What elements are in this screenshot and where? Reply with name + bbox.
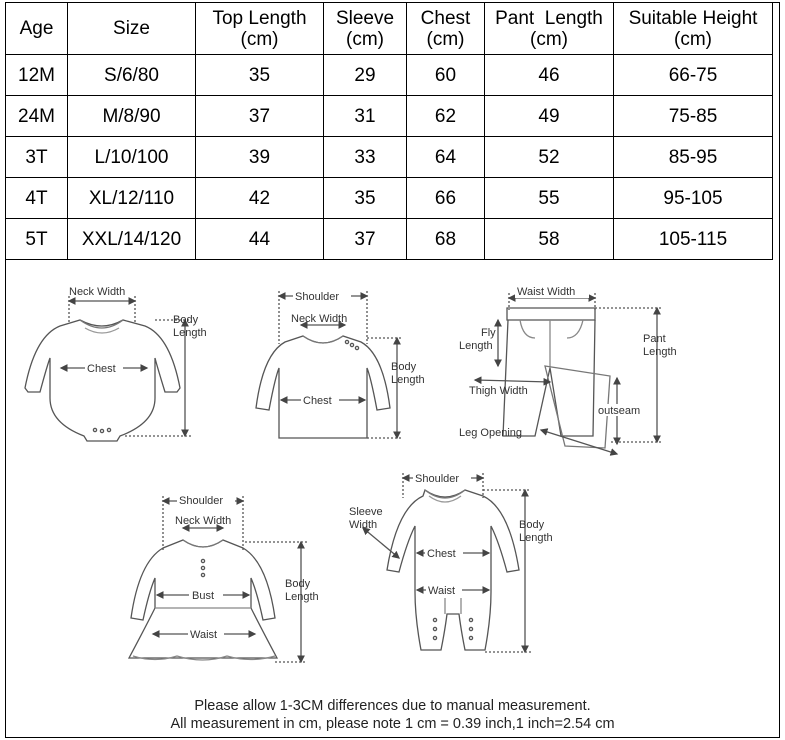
header-age: Age — [6, 3, 68, 55]
cell-age: 12M — [6, 55, 68, 96]
cell-sleeve: 37 — [324, 219, 407, 260]
pants-length-label: Length — [643, 346, 677, 358]
dress-body-label: Body — [285, 578, 311, 590]
cell-top-length: 35 — [196, 55, 324, 96]
romper-illustration — [349, 471, 553, 652]
pants-leg-label: Leg Opening — [459, 427, 522, 439]
size-table — [5, 2, 773, 260]
tshirt-chest-label: Chest — [303, 395, 332, 407]
cell-pant-length: 46 — [485, 55, 614, 96]
table-row — [6, 55, 773, 96]
dress-length-label: Length — [285, 591, 319, 603]
cell-top-length: 44 — [196, 219, 324, 260]
bodysuit-length-label: Length — [173, 327, 207, 339]
romper-length-label: Length — [519, 532, 553, 544]
header-top-length: Top Length (cm) — [196, 3, 324, 55]
romper-sleeve-width-label: Width — [349, 519, 378, 531]
bodysuit-illustration — [25, 286, 207, 441]
romper-sleeve-arrow — [363, 528, 399, 558]
header-pant-length: Pant Length (cm) — [485, 3, 614, 55]
pants-thigh-arrow — [475, 380, 550, 382]
cell-sleeve: 31 — [324, 96, 407, 137]
table-row — [6, 96, 773, 137]
pants-waist-label: Waist Width — [517, 286, 576, 298]
note-tolerance: Please allow 1-3CM differences due to manual measurement. — [194, 698, 591, 714]
pants-outseam-label: outseam — [598, 405, 641, 417]
table-row — [6, 178, 773, 219]
cell-pant-length: 58 — [485, 219, 614, 260]
cell-chest: 68 — [407, 219, 485, 260]
cell-suitable-height: 105-115 — [614, 219, 773, 260]
bodysuit-neck-label: Neck Width — [69, 286, 126, 298]
cell-suitable-height: 95-105 — [614, 178, 773, 219]
cell-chest: 66 — [407, 178, 485, 219]
tshirt-illustration — [256, 289, 425, 438]
cell-chest: 60 — [407, 55, 485, 96]
table-row — [6, 219, 773, 260]
romper-shoulder-label: Shoulder — [415, 473, 460, 485]
cell-size: XXL/14/120 — [68, 219, 196, 260]
romper-body-label: Body — [519, 519, 545, 531]
cell-sleeve: 33 — [324, 137, 407, 178]
dress-neck-label: Neck Width — [175, 515, 232, 527]
cell-chest: 64 — [407, 137, 485, 178]
measurement-diagram — [5, 258, 780, 693]
tshirt-neck-label: Neck Width — [291, 313, 348, 325]
cell-size: S/6/80 — [68, 55, 196, 96]
header-chest: Chest (cm) — [407, 3, 485, 55]
pants-illustration — [459, 285, 677, 454]
pants-thigh-label: Thigh Width — [469, 385, 528, 397]
cell-age: 5T — [6, 219, 68, 260]
dress-illustration — [129, 494, 319, 662]
header-size: Size — [68, 3, 196, 55]
pants-pant-label: Pant — [643, 333, 666, 345]
cell-size: M/8/90 — [68, 96, 196, 137]
header-suitable-height: Suitable Height (cm) — [614, 3, 773, 55]
cell-suitable-height: 75-85 — [614, 96, 773, 137]
tshirt-length-label: Length — [391, 374, 425, 386]
cell-size: XL/12/110 — [68, 178, 196, 219]
romper-chest-label: Chest — [427, 548, 456, 560]
cell-pant-length: 55 — [485, 178, 614, 219]
tshirt-body-label: Body — [391, 361, 417, 373]
dress-waist-label: Waist — [190, 629, 218, 641]
cell-top-length: 42 — [196, 178, 324, 219]
cell-size: L/10/100 — [68, 137, 196, 178]
tshirt-shoulder-label: Shoulder — [295, 291, 340, 303]
pants-fly-label: Fly — [481, 327, 496, 339]
note-conversion: All measurement in cm, please note 1 cm = 0.39 inch,1 inch=2.54 cm — [170, 716, 615, 732]
romper-waist-label: Waist — [428, 585, 456, 597]
cell-sleeve: 35 — [324, 178, 407, 219]
header-sleeve: Sleeve (cm) — [324, 3, 407, 55]
cell-suitable-height: 85-95 — [614, 137, 773, 178]
table-row — [6, 137, 773, 178]
table-header-row — [6, 3, 773, 55]
cell-top-length: 37 — [196, 96, 324, 137]
dress-shoulder-label: Shoulder — [179, 495, 224, 507]
cell-suitable-height: 66-75 — [614, 55, 773, 96]
cell-age: 3T — [6, 137, 68, 178]
cell-pant-length: 52 — [485, 137, 614, 178]
bodysuit-chest-label: Chest — [87, 363, 116, 375]
cell-age: 4T — [6, 178, 68, 219]
pants-fly-length-label: Length — [459, 340, 493, 352]
cell-chest: 62 — [407, 96, 485, 137]
romper-sleeve-label: Sleeve — [349, 506, 383, 518]
cell-sleeve: 29 — [324, 55, 407, 96]
dress-bust-label: Bust — [192, 590, 215, 602]
cell-age: 24M — [6, 96, 68, 137]
bodysuit-body-label: Body — [173, 314, 199, 326]
cell-pant-length: 49 — [485, 96, 614, 137]
cell-top-length: 39 — [196, 137, 324, 178]
